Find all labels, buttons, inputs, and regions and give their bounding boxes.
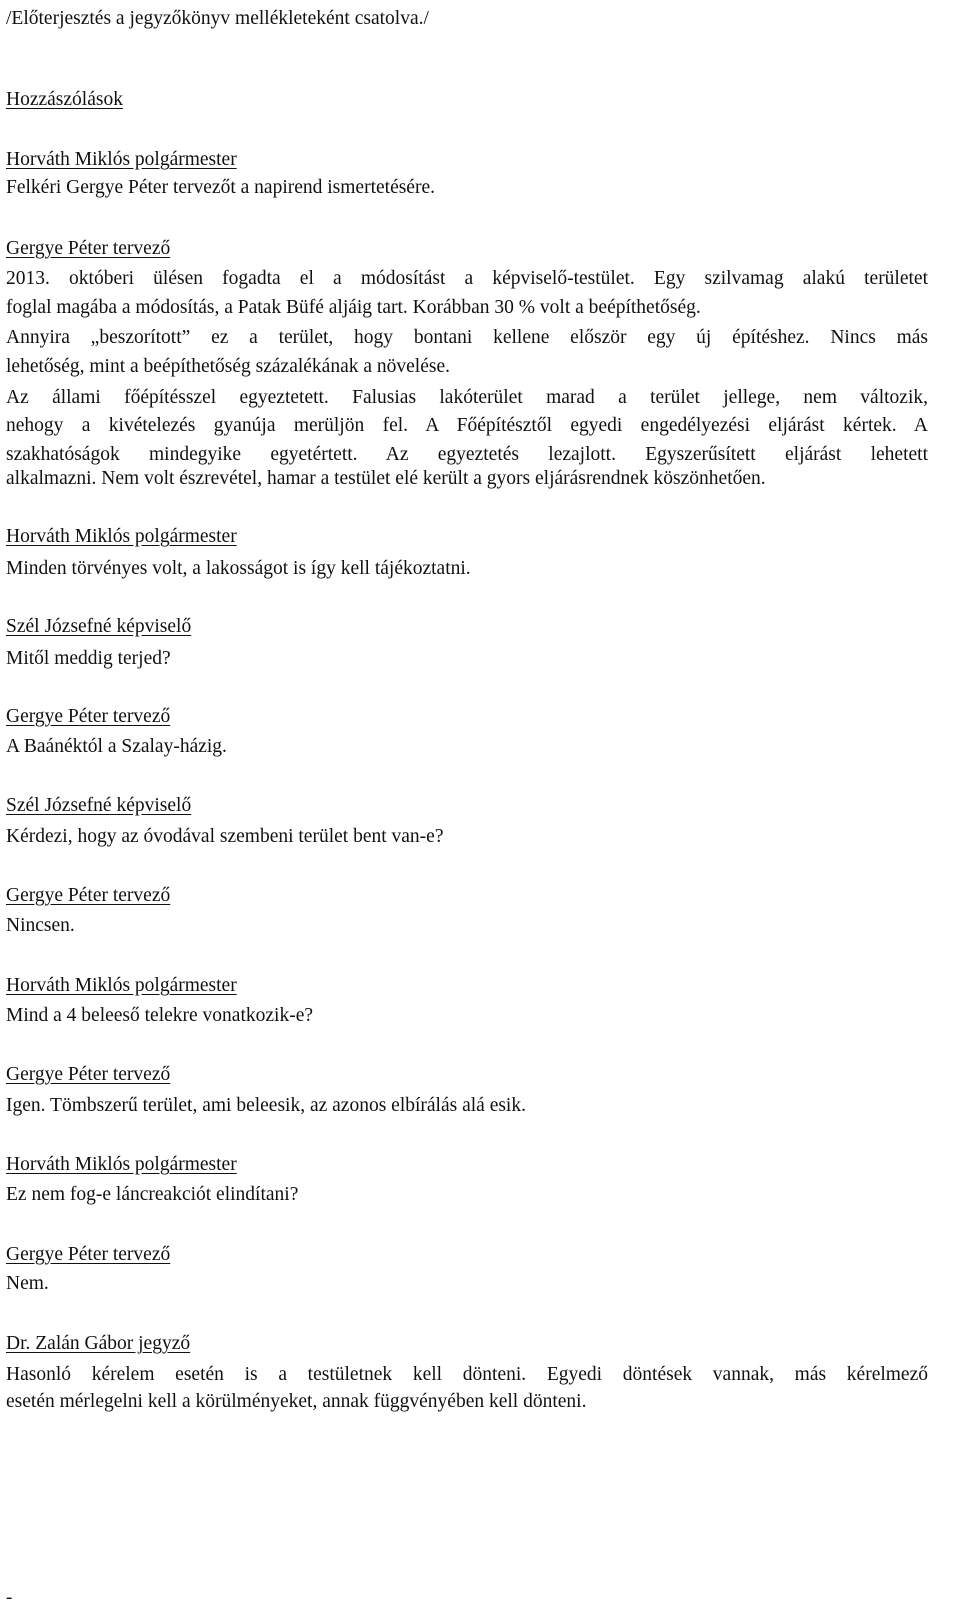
footer-mark: - <box>6 1587 13 1608</box>
statement-line: Annyira „beszorított” ez a terület, hogy bontani kellene először egy új építéshez. Nincs más <box>6 327 928 348</box>
statement-line: foglal magába a módosítás, a Patak Büfé aljáig tart. Korábban 30 % volt a beépíthetőség. <box>6 297 701 318</box>
statement-line: esetén mérlegelni kell a körülményeket, annak függvényében kell dönteni. <box>6 1391 587 1412</box>
statement-line: 2013. októberi ülésen fogadta el a módosítást a képviselő-testület. Egy szilvamag alakú területet <box>6 268 928 289</box>
speaker-name: Szél Józsefné képviselő <box>6 616 192 637</box>
speaker-name: Gergye Péter tervező <box>6 1244 171 1265</box>
statement-line: Igen. Tömbszerű terület, ami beleesik, az azonos elbírálás alá esik. <box>6 1095 526 1116</box>
speaker-name: Horváth Miklós polgármester <box>6 1154 237 1175</box>
speaker-name: Gergye Péter tervező <box>6 706 171 727</box>
statement-line: Minden törvényes volt, a lakosságot is így kell tájékoztatni. <box>6 558 471 579</box>
statement-line: Mitől meddig terjed? <box>6 648 171 669</box>
statement-line: Nem. <box>6 1273 49 1294</box>
statement-line: Hasonló kérelem esetén is a testületnek kell dönteni. Egyedi döntések vannak, más kérelmező <box>6 1364 928 1385</box>
statement-line: A Baánéktól a Szalay-házig. <box>6 736 227 757</box>
speaker-name: Szél Józsefné képviselő <box>6 795 192 816</box>
statement-line: Ez nem fog-e láncreakciót elindítani? <box>6 1184 299 1205</box>
statement-line: Az állami főépítésszel egyeztetett. Falusias lakóterület marad a terület jellege, nem változik, <box>6 387 928 408</box>
statement-line: Nincsen. <box>6 915 75 936</box>
statement-line: Kérdezi, hogy az óvodával szembeni terület bent van-e? <box>6 826 444 847</box>
statement-line: szakhatóságok mindegyike egyetértett. Az egyeztetés lezajlott. Egyszerűsített eljárást lehetett <box>6 444 928 465</box>
speaker-name: Dr. Zalán Gábor jegyző <box>6 1333 191 1354</box>
speaker-name: Gergye Péter tervező <box>6 885 171 906</box>
section-heading: Hozzászólások <box>6 89 123 110</box>
statement-line: Mind a 4 beleeső telekre vonatkozik-e? <box>6 1005 314 1026</box>
statement-line: nehogy a kivételezés gyanúja merüljön fel. A Főépítésztől egyedi engedélyezési eljárást kértek. A <box>6 415 928 436</box>
attachment-note: /Előterjesztés a jegyzőkönyv mellékleteként csatolva./ <box>6 8 429 29</box>
speaker-name: Horváth Miklós polgármester <box>6 149 237 170</box>
statement-line: lehetőség, mint a beépíthetőség százalékának a növelése. <box>6 356 450 377</box>
speaker-name: Horváth Miklós polgármester <box>6 975 237 996</box>
speaker-name: Gergye Péter tervező <box>6 1064 171 1085</box>
statement-line: Felkéri Gergye Péter tervezőt a napirend ismertetésére. <box>6 177 435 198</box>
speaker-name: Gergye Péter tervező <box>6 238 171 259</box>
statement-line: alkalmazni. Nem volt észrevétel, hamar a testület elé került a gyors eljárásrendnek köszönhetően. <box>6 468 766 489</box>
speaker-name: Horváth Miklós polgármester <box>6 526 237 547</box>
